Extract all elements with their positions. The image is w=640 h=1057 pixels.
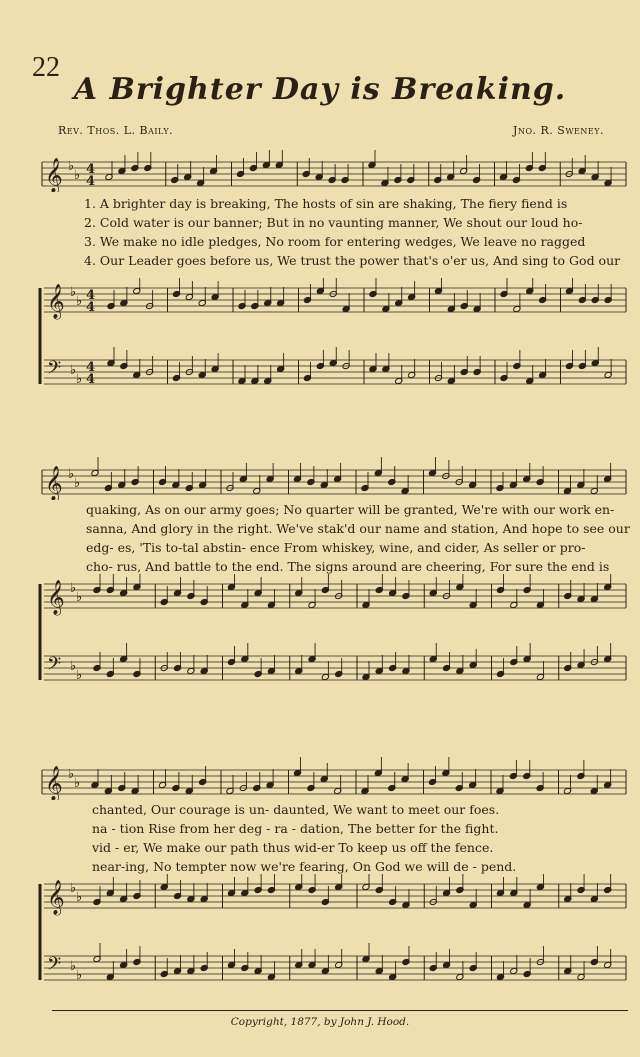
time-signature-bottom: 4 bbox=[86, 300, 96, 315]
bass-clef-icon: 𝄢 bbox=[47, 654, 62, 679]
flat-icon: ♭ bbox=[68, 159, 75, 174]
lyric-line: cho- rus, And battle to the end. The signs around are cheering, For sure the end is bbox=[86, 559, 610, 574]
time-signature-bottom: 4 bbox=[86, 174, 96, 189]
copyright-notice: Copyright, 1877, by John J. Hood. bbox=[230, 1016, 410, 1028]
treble-clef-icon: 𝄞 bbox=[45, 466, 63, 500]
flat-icon: ♭ bbox=[76, 890, 83, 905]
flat-icon: ♭ bbox=[70, 363, 77, 378]
time-signature-top: 4 bbox=[86, 288, 96, 303]
time-signature-top: 4 bbox=[86, 162, 96, 177]
flat-icon: ♭ bbox=[76, 590, 83, 605]
lyric-line: near-ing, No tempter now we're fearing, On God we will de - pend. bbox=[92, 859, 517, 874]
lyrics-block-1 bbox=[84, 194, 630, 270]
treble-clef-icon: 𝄞 bbox=[47, 284, 65, 319]
lyric-line: 1. A brighter day is breaking, The hosts of sin are shaking, The fiery fiend is bbox=[84, 196, 568, 211]
lyric-line: vid - er, We make our path thus wid-er To keep us off the fence. bbox=[92, 840, 494, 855]
flat-icon: ♭ bbox=[70, 581, 77, 596]
flat-icon: ♭ bbox=[68, 767, 75, 782]
bass-clef-icon: 𝄢 bbox=[47, 954, 62, 979]
flat-icon: ♭ bbox=[76, 668, 83, 683]
time-signature-bottom: 4 bbox=[86, 372, 96, 387]
lyric-line: 2. Cold water is our banner; But in no vaunting manner, We shout our loud ho- bbox=[84, 215, 583, 230]
treble-clef-icon: 𝄞 bbox=[47, 880, 65, 915]
flat-icon: ♭ bbox=[70, 881, 77, 896]
lyric-line: chanted, Our courage is un- daunted, We want to meet our foes. bbox=[92, 802, 500, 817]
page-number: 22 bbox=[32, 52, 60, 83]
flat-icon: ♭ bbox=[70, 959, 77, 974]
lyrics-block-2 bbox=[86, 500, 630, 576]
treble-clef-icon: 𝄞 bbox=[47, 580, 65, 615]
piano-staves-3 bbox=[38, 874, 628, 1004]
lyrics-block-3 bbox=[92, 800, 630, 876]
flat-icon: ♭ bbox=[68, 467, 75, 482]
composer-credit: Jno. R. Sweney. bbox=[513, 124, 604, 137]
flat-icon: ♭ bbox=[74, 776, 81, 791]
lyric-line: 3. We make no idle pledges, No room for entering wedges, We leave no ragged bbox=[84, 234, 586, 249]
melody-staff-1 bbox=[38, 150, 628, 192]
flat-icon: ♭ bbox=[70, 659, 77, 674]
bass-clef-icon: 𝄢 bbox=[47, 358, 62, 383]
treble-clef-icon: 𝄞 bbox=[45, 766, 63, 800]
lyric-line: 4. Our Leader goes before us, We trust the power that's o'er us, And sing to God our bbox=[84, 253, 621, 268]
lyric-line: edg- es, 'Tis to-tal abstin- ence From whiskey, wine, and cider, As seller or pro- bbox=[86, 540, 586, 555]
piano-staves-1 bbox=[38, 278, 628, 408]
footer-rule bbox=[52, 1010, 628, 1011]
hymn-title: A Brighter Day is Breaking. bbox=[73, 72, 567, 107]
melody-staff-3 bbox=[38, 748, 628, 800]
flat-icon: ♭ bbox=[70, 285, 77, 300]
time-signature-top: 4 bbox=[86, 360, 96, 375]
lyricist-credit: Rev. Thos. L. Baily. bbox=[58, 124, 174, 137]
lyric-line: sanna, And glory in the right. We've stak'd our name and station, And hope to see our bbox=[86, 521, 630, 536]
flat-icon: ♭ bbox=[76, 372, 83, 387]
flat-icon: ♭ bbox=[76, 968, 83, 983]
lyric-line: quaking, As on our army goes; No quarter will be granted, We're with our work en- bbox=[86, 502, 615, 517]
flat-icon: ♭ bbox=[74, 168, 81, 183]
treble-clef-icon: 𝄞 bbox=[45, 158, 63, 192]
melody-staff-2 bbox=[38, 448, 628, 500]
lyric-line: na - tion Rise from her deg - ra - dation, The better for the fight. bbox=[92, 821, 499, 836]
flat-icon: ♭ bbox=[74, 476, 81, 491]
piano-staves-2 bbox=[38, 574, 628, 704]
flat-icon: ♭ bbox=[76, 294, 83, 309]
